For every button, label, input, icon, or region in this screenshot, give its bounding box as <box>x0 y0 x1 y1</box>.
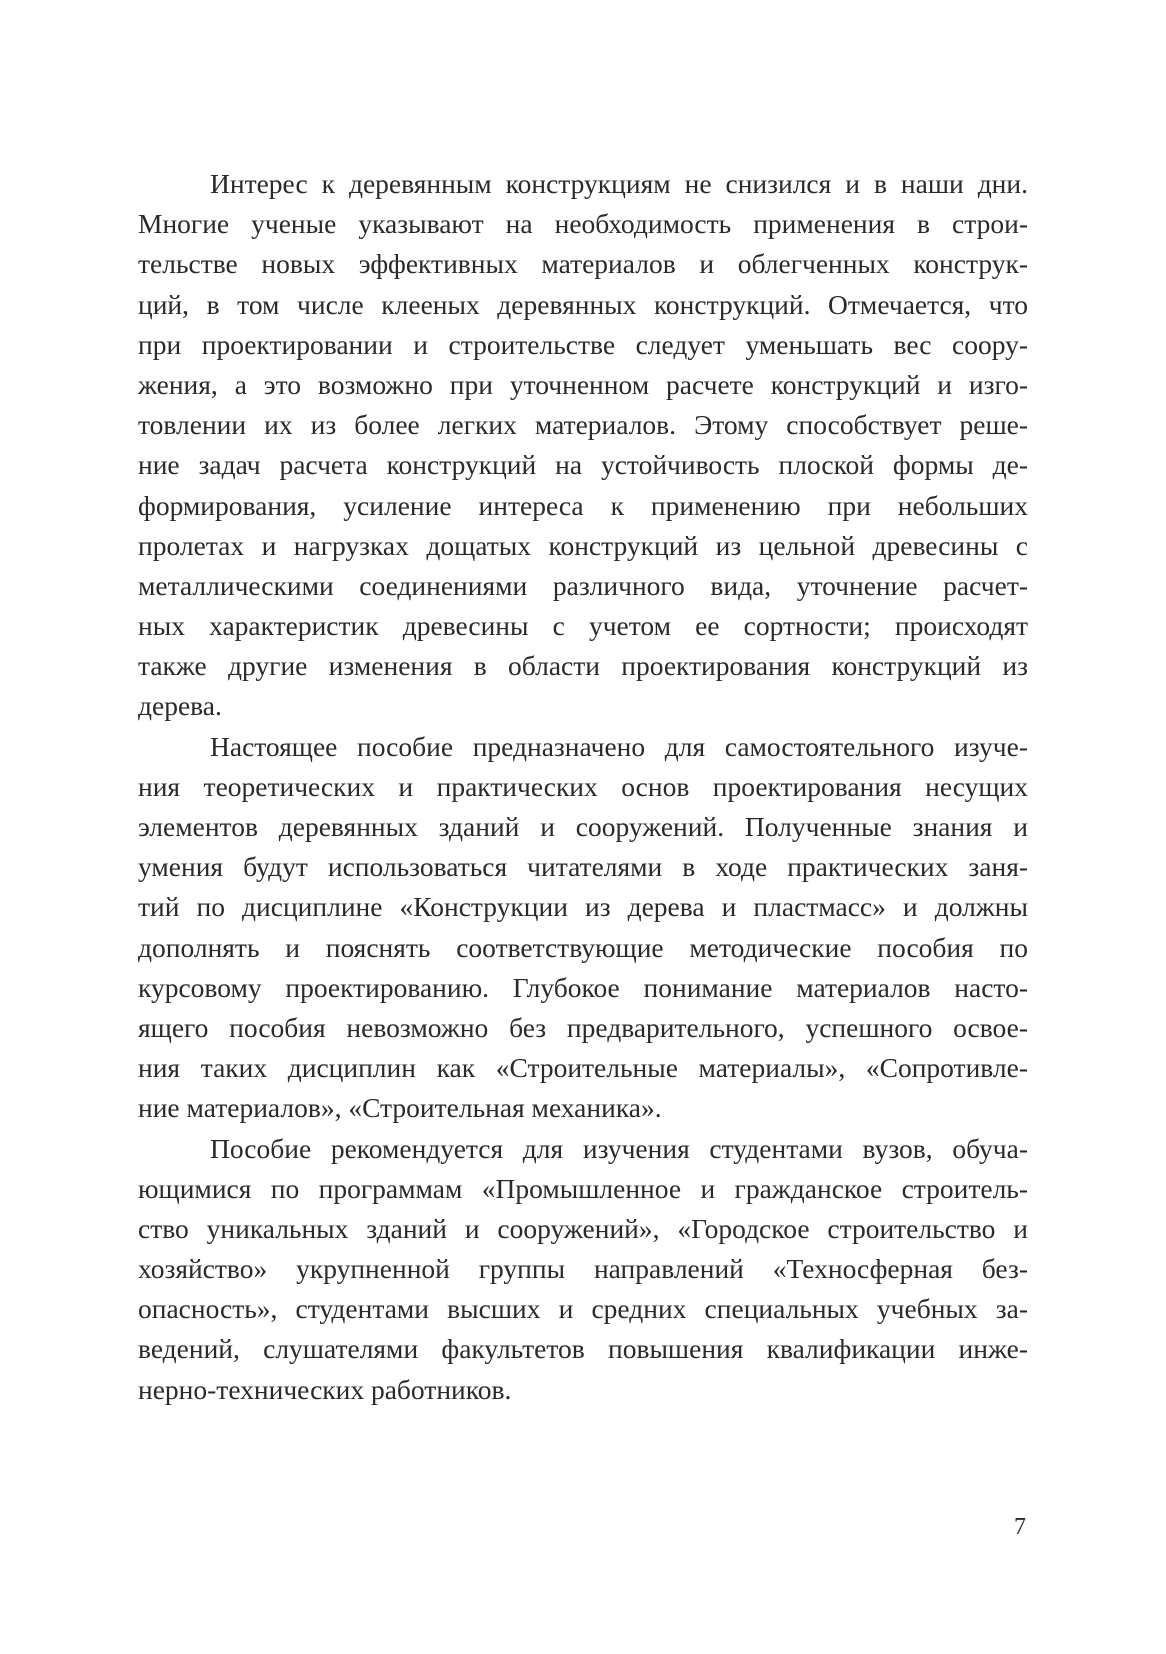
text-line: курсовому проектированию. Глубокое понимание материалов насто- <box>138 971 1028 1003</box>
paragraph-3 <box>138 1129 1028 1410</box>
text-line: также другие изменения в области проектирования конструкций из <box>138 650 1028 682</box>
text-line: Настоящее пособие предназначено для самостоятельного изуче- <box>210 730 1028 762</box>
paragraph-1 <box>138 164 1028 727</box>
text-line: нерно-технических работников. <box>138 1373 512 1405</box>
text-line: металлическими соединениями различного вида, уточнение расчет- <box>138 569 1028 601</box>
text-line: дерева. <box>138 690 222 722</box>
text-line: умения будут использоваться читателями в ходе практических заня- <box>138 851 1028 883</box>
text-line: Интерес к деревянным конструкциям не снизился и в наши дни. <box>210 168 1028 199</box>
page-number: 7 <box>1014 1514 1026 1540</box>
text-line: Пособие рекомендуется для изучения студентами вузов, обуча- <box>210 1132 1028 1164</box>
text-line: элементов деревянных зданий и сооружений. Полученные знания и <box>138 811 1028 842</box>
text-line: ведений, слушателями факультетов повышения квалификации инже- <box>138 1333 1028 1365</box>
text-line: ющимися по программам «Промышленное и гражданское строитель- <box>138 1172 1028 1204</box>
text-line: дополнять и пояснять соответствующие методические пособия по <box>138 931 1028 963</box>
text-line: при проектировании и строительстве следует уменьшать вес соору- <box>138 328 1028 360</box>
text-line: ций, в том числе клееных деревянных конструкций. Отмечается, что <box>138 288 1028 320</box>
body-text <box>138 164 1028 1410</box>
text-line: Многие ученые указывают на необходимость применения в строи- <box>138 208 1028 240</box>
text-line: формирования, усиление интереса к применению при небольших <box>138 489 1028 521</box>
text-line: ние задач расчета конструкций на устойчивость плоской формы де- <box>138 449 1028 481</box>
text-line: жения, а это возможно при уточненном расчете конструкций и изго- <box>138 368 1028 400</box>
text-line: пролетах и нагрузках дощатых конструкций из цельной древесины с <box>138 529 1028 561</box>
text-line: ство уникальных зданий и сооружений», «Городское строительство и <box>138 1212 1028 1244</box>
text-line: ния таких дисциплин как «Строительные материалы», «Сопротивле- <box>138 1052 1028 1084</box>
text-line: тий по дисциплине «Конструкции из дерева и пластмасс» и должны <box>138 891 1028 923</box>
text-line: опасность», студентами высших и средних специальных учебных за- <box>138 1293 1028 1325</box>
text-line: товлении их из более легких материалов. Этому способствует реше- <box>138 409 1028 441</box>
paragraph-2 <box>138 727 1028 1129</box>
text-line: ных характеристик древесины с учетом ее сортности; происходят <box>138 610 1028 642</box>
text-line: тельстве новых эффективных материалов и облегченных конструк- <box>138 248 1028 280</box>
text-line: хозяйство» укрупненной группы направлений «Техносферная без- <box>138 1253 1028 1285</box>
text-line: ния теоретических и практических основ проектирования несущих <box>138 770 1028 802</box>
text-line: ние материалов», «Строительная механика». <box>138 1092 662 1124</box>
text-line: ящего пособия невозможно без предварительного, успешного освое- <box>138 1011 1028 1043</box>
